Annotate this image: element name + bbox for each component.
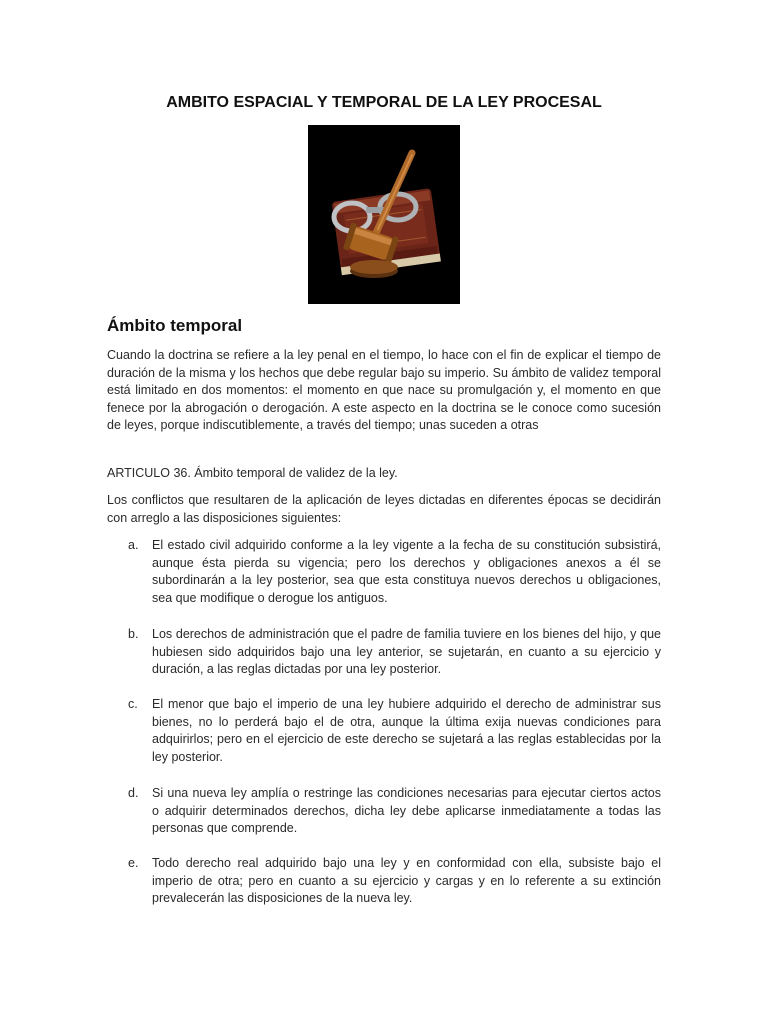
intro-paragraph: Cuando la doctrina se refiere a la ley penal en el tiempo, lo hace con el fin de explicar el tiempo de duración de la misma y los hechos que debe regular bajo su imperio. Su ámbito de validez temporal está limitado en dos momentos: el momento en que nace su promulgación y, el momento en que fenece por la abrogación o derogación. A este aspecto en la doctrina se le conoce como sucesión de leyes, porque indiscutiblemente, a través del tiempo; unas suceden a otras (107, 348, 661, 432)
list-item-text: Los derechos de administración que el padre de familia tuviere en los bienes del hijo, y que hubiesen sido adquiridos bajo una ley anterior, se sujetarán, en cuanto a su ejercicio y duración, a las reglas dictadas por una ley posterior. (152, 627, 661, 676)
list-marker: e. (128, 856, 139, 870)
list-item-text: Todo derecho real adquirido bajo una ley y en conformidad con ella, subsiste bajo el imperio de otra; pero en cuanto a su ejercicio y cargas y en lo referente a su extinción prevalecerán las disposiciones de la nueva ley. (152, 856, 661, 905)
list-item-text: El menor que bajo el imperio de una ley hubiere adquirido el derecho de administrar sus bienes, no lo perderá bajo el de otra, aunque la última exija nuevas condiciones para adquirirlos; pero en el ejercicio de este derecho se sujetará a las reglas establecidas por la ley posterior. (152, 697, 661, 764)
gavel-icon (308, 125, 460, 304)
conflicts-paragraph: Los conflictos que resultaren de la aplicación de leyes dictadas en diferentes épocas se decidirán con arreglo a las disposiciones siguientes: (107, 493, 661, 525)
section-heading: Ámbito temporal (107, 316, 243, 335)
list-marker: a. (128, 538, 139, 552)
list-item-text: Si una nueva ley amplía o restringe las condiciones necesarias para ejecutar ciertos actos o adquirir determinados derechos, dicha ley debe aplicarse inmediatamente a todas las personas que comprende. (152, 786, 661, 835)
article-line: ARTICULO 36. Ámbito temporal de validez de la ley. (107, 466, 398, 480)
document-title: AMBITO ESPACIAL Y TEMPORAL DE LA LEY PROCESAL (166, 94, 602, 111)
list-item-text: El estado civil adquirido conforme a la ley vigente a la fecha de su constitución subsistirá, aunque ésta pierda su vigencia; pero los derechos y obligaciones anexos a él se subordinarán a la ley posterior, sea que esta constituya nuevos derechos u obligaciones, sea que modifique o derogue los antiguos. (152, 538, 661, 605)
list-marker: d. (128, 786, 139, 800)
gavel-book-handcuffs-photo (308, 125, 460, 304)
list-marker: c. (128, 697, 138, 711)
list-marker: b. (128, 627, 139, 641)
